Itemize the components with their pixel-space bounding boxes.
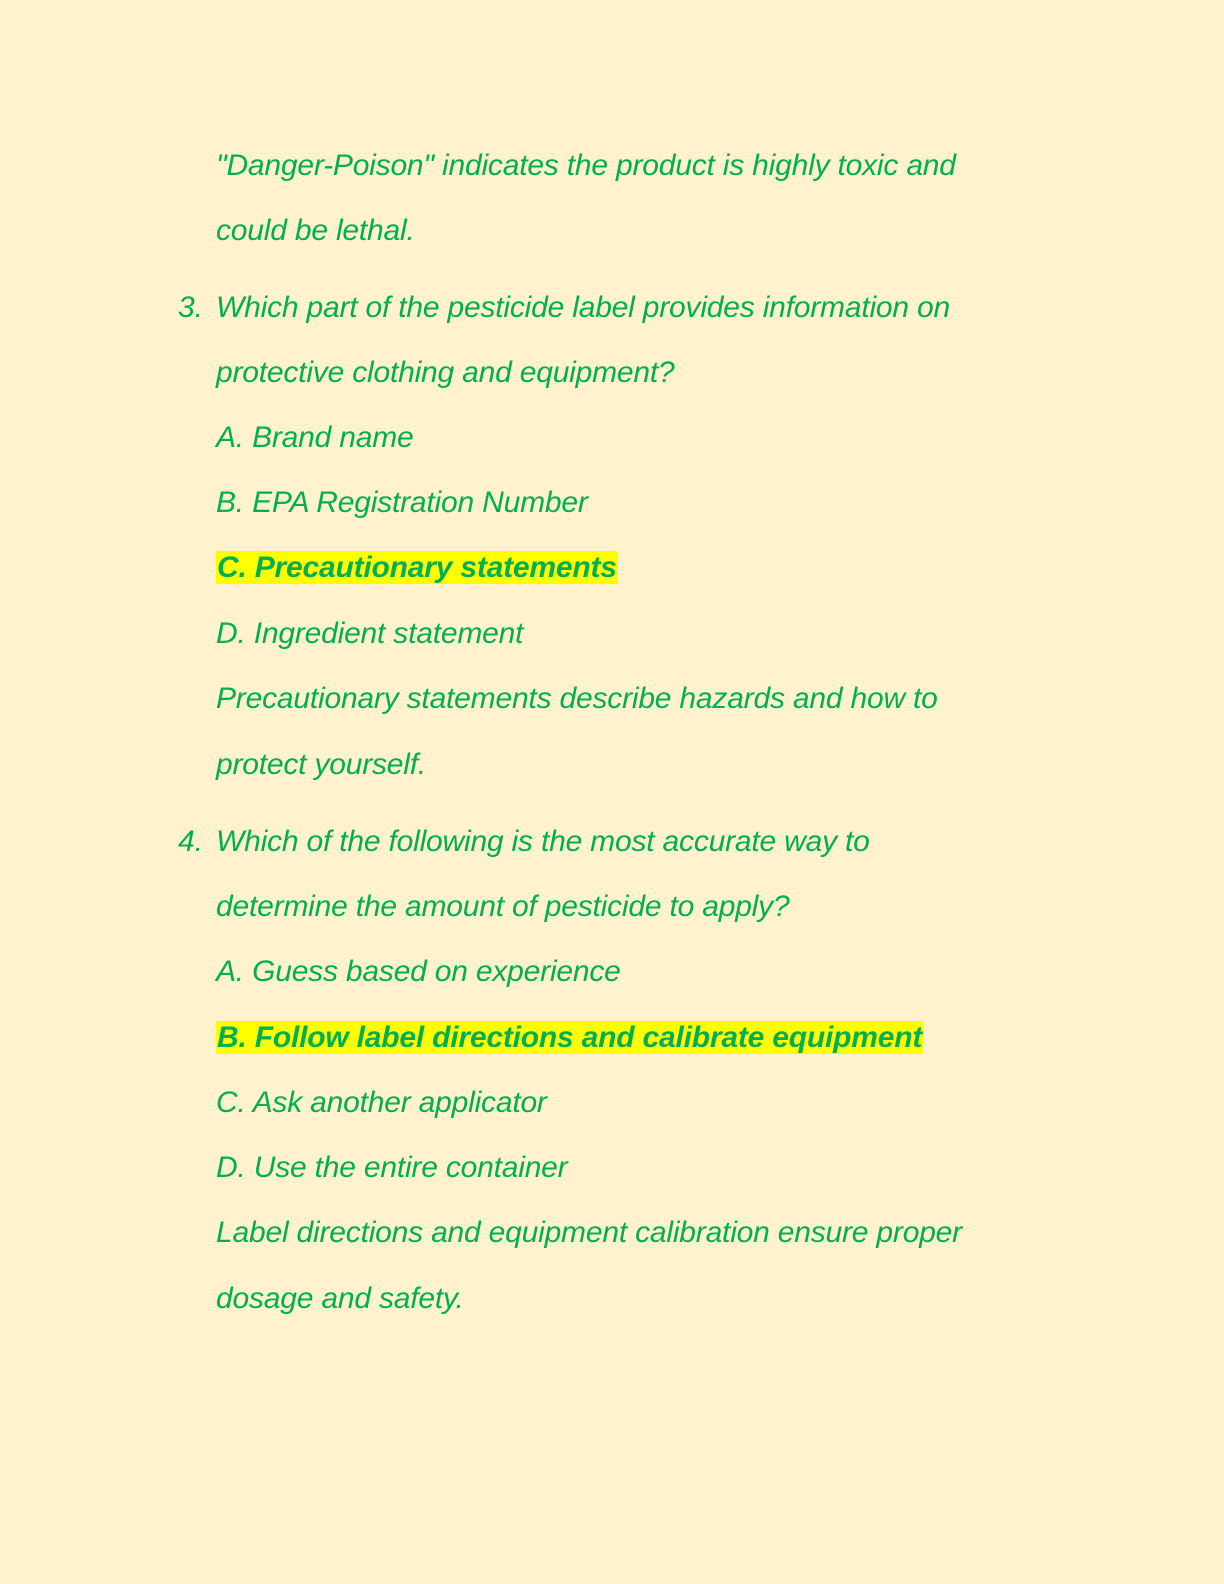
question-stem-line-1: Which part of the pesticide label provides information on — [216, 291, 951, 324]
option-c: C. Ask another applicator — [216, 1086, 547, 1119]
option-c-correct — [216, 548, 618, 588]
question-number: 3. — [178, 291, 204, 324]
question-number: 4. — [178, 825, 204, 858]
prev-explanation-line-1: "Danger-Poison" indicates the product is highly toxic and — [216, 149, 956, 182]
explanation-line-1: Label directions and equipment calibration ensure proper — [216, 1216, 962, 1249]
explanation-line-2: protect yourself. — [216, 748, 427, 781]
option-a: A. Guess based on experience — [216, 955, 621, 988]
option-b: B. EPA Registration Number — [216, 486, 588, 519]
question-stem-line-1: Which of the following is the most accurate way to — [216, 825, 870, 858]
correct-answer-highlight: B. Follow label directions and calibrate equipment — [217, 1021, 923, 1054]
option-d: D. Ingredient statement — [216, 617, 524, 650]
prev-explanation-line-2: could be lethal. — [216, 214, 415, 247]
question-stem-line-2: determine the amount of pesticide to apply? — [216, 890, 790, 923]
explanation-line-1: Precautionary statements describe hazards and how to — [216, 682, 938, 715]
correct-answer-highlight: C. Precautionary statements — [217, 551, 617, 584]
option-a: A. Brand name — [216, 421, 414, 454]
explanation-line-2: dosage and safety. — [216, 1282, 464, 1315]
option-b-correct — [216, 1018, 923, 1058]
question-stem-line-2: protective clothing and equipment? — [216, 356, 675, 389]
option-d: D. Use the entire container — [216, 1151, 568, 1184]
